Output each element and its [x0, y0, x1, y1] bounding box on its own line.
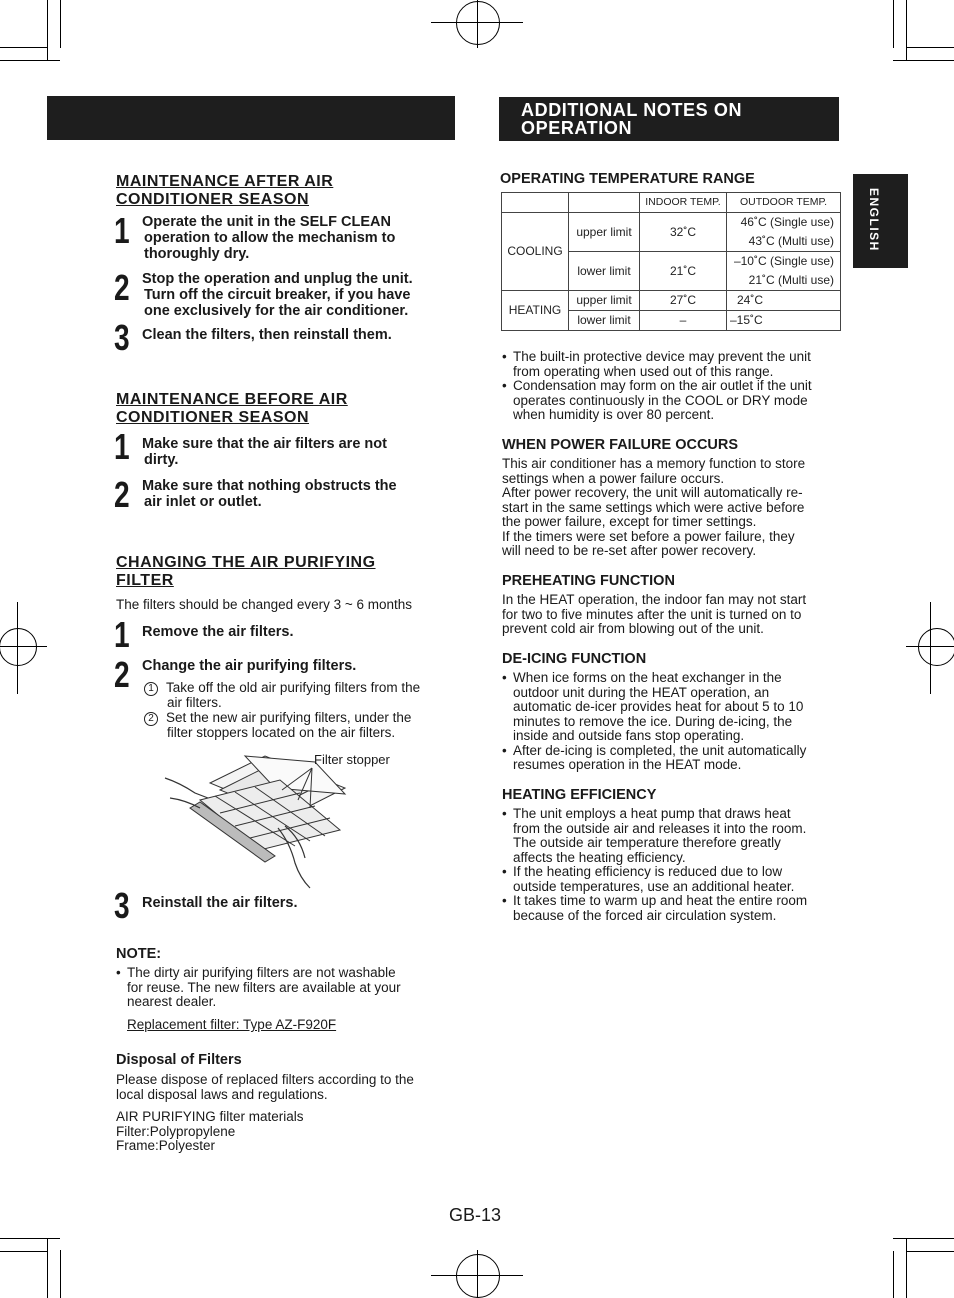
step-text: Remove the air filters. — [142, 624, 294, 640]
note-title: NOTE: — [116, 946, 162, 962]
language-tab-label: ENGLISH — [867, 188, 881, 252]
heating-efficiency-title: HEATING EFFICIENCY — [502, 787, 657, 803]
step-number: 3 — [114, 885, 130, 926]
step-text: Make sure that nothing obstructs the air inlet or outlet. — [142, 478, 397, 510]
temp-range-title: OPERATING TEMPERATURE RANGE — [500, 171, 755, 187]
deicing-text: • When ice forms on the heat exchanger in the outdoor unit during the HEAT operation, an automatic de-icer provides heat for about 5 to 10 minutes to remove the ice. During de-icing, the inside and outside fans stop operating. • After de-icing is completed, the unit automatically resumes operation in the HEAT mode. — [502, 671, 841, 773]
substep: 1 Take off the old air purifying filters from the air filters. — [144, 681, 451, 711]
circled-number: 1 — [144, 682, 158, 696]
step-number: 2 — [114, 474, 130, 515]
heating-label: HEATING — [502, 291, 569, 331]
deicing-title: DE-ICING FUNCTION — [502, 651, 647, 667]
power-failure-title: WHEN POWER FAILURE OCCURS — [502, 437, 739, 453]
page-number: GB-13 — [449, 1205, 502, 1225]
step-text: Stop the operation and unplug the unit. Turn off the circuit breaker, if you have one exclusively for the air conditioner. — [142, 271, 413, 319]
cooling-label: COOLING — [502, 213, 569, 291]
step-text: Change the air purifying filters. — [142, 658, 357, 674]
temperature-table: INDOOR TEMP. OUTDOOR TEMP. COOLING upper limit 32˚C 46˚C (Single use) 43˚C (Multi use) lower limit 21˚C –10˚C (Single use) 21˚C (Multi use) HEATING upper limit 27˚C 24˚C lower limit – –15˚C — [501, 192, 841, 331]
step-text: Reinstall the air filters. — [142, 895, 298, 911]
figure-label-filter-stopper: Filter stopper — [314, 752, 390, 767]
col-indoor-header: INDOOR TEMP. — [640, 193, 727, 213]
note-text: • The dirty air purifying filters are not washable for reuse. The new filters are available at your nearest dealer. — [116, 966, 451, 1010]
filter-materials: AIR PURIFYING filter materials Filter:Polypropylene Frame:Polyester — [116, 1109, 304, 1153]
section-title-maintenance-after: MAINTENANCE AFTER AIR CONDITIONER SEASON — [116, 173, 334, 208]
power-failure-text: This air conditioner has a memory function to store settings when a power failure occurs. After power recovery, the unit will automatically re- start in the same settings which were active before the power failure, except for timer settings. If the timers were set before a power failure, they will need to be re-set after power recovery. — [502, 456, 806, 558]
disposal-text: Please dispose of replaced filters according to the local disposal laws and regulations. — [116, 1072, 414, 1102]
step-text: Make sure that the air filters are not dirty. — [142, 436, 387, 468]
section-title-maintenance-before: MAINTENANCE BEFORE AIR CONDITIONER SEASON — [116, 391, 348, 426]
step-number: 1 — [114, 614, 130, 655]
col-outdoor-header: OUTDOOR TEMP. — [727, 193, 841, 213]
section-title-changing-filter: CHANGING THE AIR PURIFYING FILTER — [116, 554, 376, 589]
language-tab — [853, 174, 908, 268]
step-number: 1 — [114, 426, 130, 467]
preheating-title: PREHEATING FUNCTION — [502, 573, 675, 589]
substep: 2 Set the new air purifying filters, under the filter stoppers located on the air filters. — [144, 711, 451, 741]
right-header-title: ADDITIONAL NOTES ON OPERATION — [521, 100, 743, 138]
step-number: 1 — [114, 210, 130, 251]
step-number: 3 — [114, 317, 130, 358]
filter-illustration — [160, 748, 460, 898]
step-number: 2 — [114, 654, 130, 695]
temp-range-notes: • The built-in protective device may prevent the unit from operating when used out of this range. • Condensation may form on the air outlet if the unit operates continuously in the COOL or DRY mode when humidity is over 80 percent. — [502, 350, 841, 423]
step-text: Clean the filters, then reinstall them. — [142, 327, 392, 343]
filter-interval-text: The filters should be changed every 3 ~ 6 months — [116, 597, 413, 612]
circled-number: 2 — [144, 712, 158, 726]
step-text: Operate the unit in the SELF CLEAN operation to allow the mechanism to thoroughly dry. — [142, 214, 396, 262]
left-header-bar — [47, 96, 455, 140]
replacement-filter-text: Replacement filter: Type AZ-F920F — [127, 1017, 337, 1032]
preheating-text: In the HEAT operation, the indoor fan may not start for two to five minutes after the unit is turned on to prevent cold air from blowing out of the unit. — [502, 592, 807, 636]
disposal-title: Disposal of Filters — [116, 1052, 242, 1068]
step-number: 2 — [114, 267, 130, 308]
heating-efficiency-text: • The unit employs a heat pump that draws heat from the outside air and releases it into the room. The outside air temperature therefore greatly affects the heating efficiency. • If the heating efficiency is reduced due to low outside temperatures, use an additional heater. • It takes time to warm up and heat the entire room because of the forced air circulation system. — [502, 807, 841, 923]
